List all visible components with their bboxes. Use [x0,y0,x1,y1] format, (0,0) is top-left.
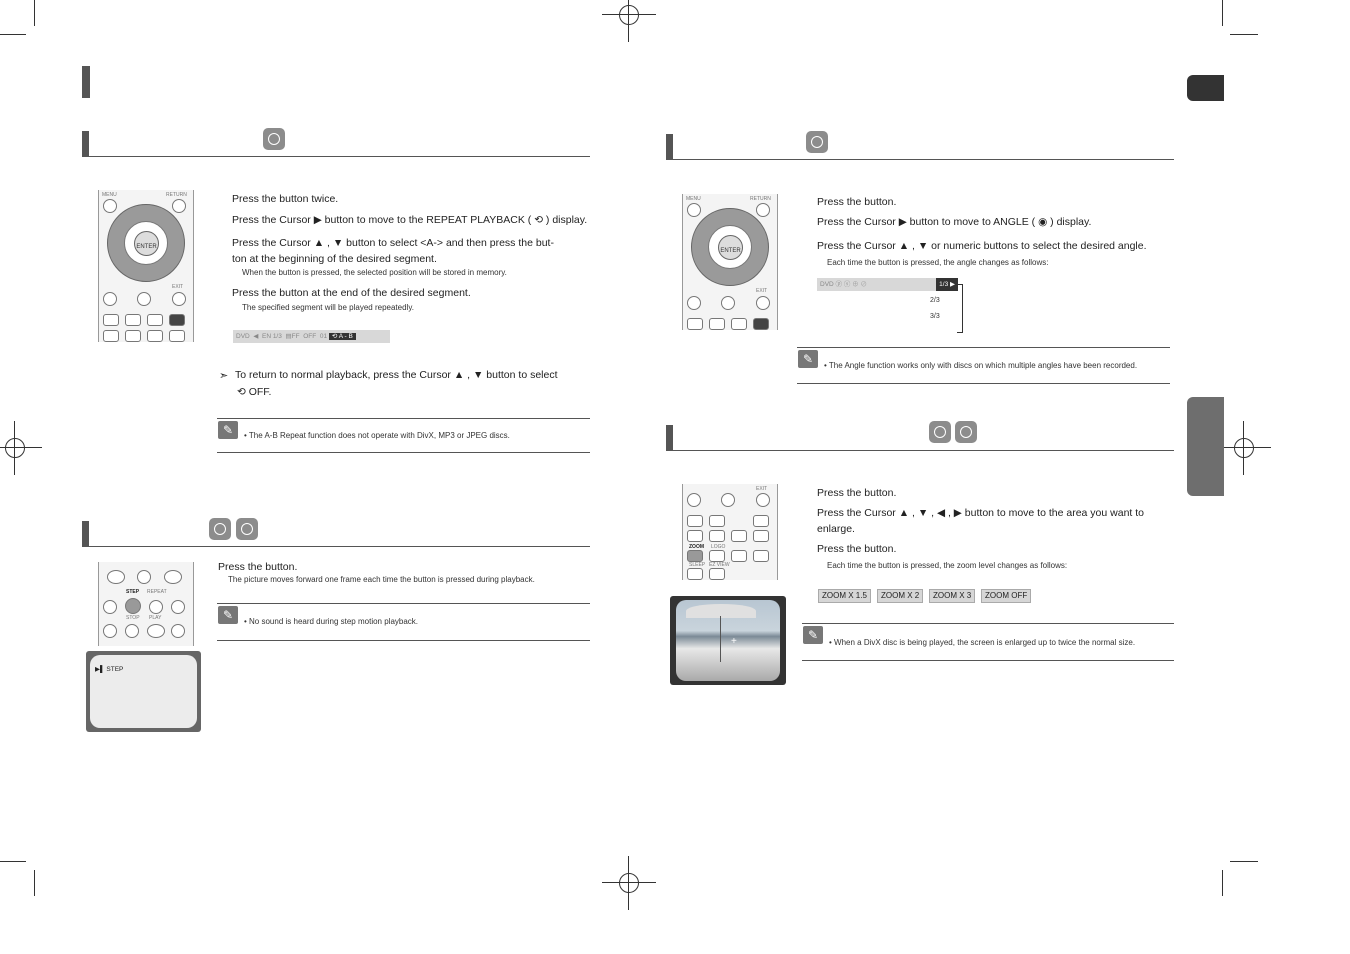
angle-option: 3/3 [930,313,940,320]
zoom-level-2: ZOOM X 2 [877,589,923,603]
section-marker [666,425,673,451]
dvd-disc-icon [806,131,828,153]
ab-step-1: Press the button twice. [232,193,339,205]
remote-button [687,318,703,330]
remote-button [147,314,163,326]
side-tab [1187,397,1224,496]
zoom-level-off: ZOOM OFF [981,589,1031,603]
note-rule [217,603,590,604]
remote-button [731,318,747,330]
crop-mark [1230,34,1258,35]
menu-button [687,203,701,217]
remote-button [687,515,703,527]
tv-screen-step [86,651,201,732]
note-rule [217,452,590,453]
remote-button [709,530,725,542]
remote-button [103,624,117,638]
divx-disc-icon [236,518,258,540]
sleep-label: SLEEP [689,562,706,568]
ab-note: • The A-B Repeat function does not operate with DivX, MP3 or JPEG discs. [244,431,510,440]
registration-mark [619,873,639,893]
exit-label: EXIT [172,284,184,290]
remote-button [125,314,141,326]
section-marker [82,521,89,547]
angle-note: • The Angle function works only with discs on which multiple angles have been recorded. [824,361,1138,370]
tip-arrow-icon: ➣ [219,370,229,382]
remain-button [107,570,125,584]
remote-button [709,550,725,562]
step-step-1-sub: The picture moves forward one frame each time the button is pressed during playback. [228,575,535,584]
step-label: STEP [126,589,140,595]
remote-button [137,292,151,306]
crop-mark [34,870,35,896]
note-pencil-icon: ✎ [218,606,238,624]
crop-mark [0,34,26,35]
remote-button [147,624,165,638]
remote-illustration [98,190,194,342]
registration-mark [1234,438,1254,458]
note-rule [217,418,590,419]
ab-tip-line-1: To return to normal playback, press the Cursor ▲ , ▼ button to select [235,369,558,381]
osd-item: 01 [319,333,328,340]
remote-button [149,600,163,614]
return-button [172,199,186,213]
note-pencil-icon: ✎ [798,350,818,368]
osd-item: DVD [236,333,250,340]
zoom-label: ZOOM [689,544,704,550]
enter-button: ENTER [718,235,743,260]
registration-mark [619,5,639,25]
step-step-1: Press the button. [218,561,298,573]
section-rule [89,546,590,547]
tv-screen-zoom [670,596,786,685]
note-rule [802,660,1174,661]
dvd-disc-icon [929,421,951,443]
note-rule [797,383,1170,384]
crop-mark [1230,861,1258,862]
zoom-step-3: Press the button. [817,543,897,555]
remote-button [169,330,185,342]
remote-button [103,314,119,326]
crop-mark [0,861,26,862]
remote-button [103,292,117,306]
remote-button [721,296,735,310]
zoom-level-1-5: ZOOM X 1.5 [818,589,871,603]
section-rule [673,159,1174,160]
crop-mark [1222,0,1223,26]
note-rule [217,640,590,641]
divx-disc-icon [955,421,977,443]
remote-button [721,493,735,507]
remote-button [731,530,747,542]
zoom-step-2: Press the Cursor ▲ , ▼ , ◀ , ▶ button to move to the area you want to [817,507,1144,519]
remote-button [756,493,770,507]
remote-button [172,292,186,306]
remote-button [125,624,139,638]
zoom-level-3: ZOOM X 3 [929,589,975,603]
repeat-osd-bar [233,330,390,343]
dvd-disc-icon [263,128,285,150]
remote-button [756,296,770,310]
remote-illustration [682,484,778,580]
remote-button [171,600,185,614]
menu-button [103,199,117,213]
osd-item: ▤FF [285,333,300,340]
remote-button [687,568,703,580]
exit-label: EXIT [756,288,768,294]
info-button [753,515,769,527]
note-rule [797,347,1170,348]
ab-step-2: Press the Cursor ▶ button to move to the REPEAT PLAYBACK ( ⟲ ) display. [232,214,588,226]
step-button [125,598,141,614]
remote-button [103,600,117,614]
remote-button [125,330,141,342]
osd-selected-repeat: ⟲ A - B [329,333,356,340]
zoom-note: • When a DivX disc is being played, the screen is enlarged up to twice the normal size. [829,638,1136,647]
crop-mark [34,0,35,26]
angle-option: 2/3 [930,297,940,304]
section-rule [89,156,590,157]
ab-tip-line-2: ⟲ OFF. [237,386,272,398]
remote-button [731,550,747,562]
angle-step-3: Press the Cursor ▲ , ▼ or numeric buttons to select the desired angle. [817,240,1147,252]
remote-button [687,296,701,310]
angle-osd-bar: DVD ⓟ ⓢ ⊕ ⊘ 1/3 ▶ [817,278,958,291]
zoom-preview-photo [676,600,780,681]
remote-button [709,515,725,527]
remote-button [687,493,701,507]
menu-label: MENU [102,192,117,198]
ez-view-label: EZ VIEW [709,562,730,568]
enter-button: ENTER [134,231,159,256]
tv-step-label: ▶▌ STEP [95,666,124,673]
remote-button [709,568,725,580]
ab-step-3-sub: When the button is pressed, the selected position will be stored in memory. [242,268,507,277]
section-marker [666,134,673,160]
ab-step-4-sub: The specified segment will be played repeatedly. [242,303,414,312]
angle-step-2: Press the Cursor ▶ button to move to ANGLE ( ◉ ) display. [817,216,1092,228]
info-button [169,314,185,326]
angle-step-1: Press the button. [817,196,897,208]
angle-step-3-sub: Each time the button is pressed, the angle changes as follows: [827,258,1049,267]
dpad [107,204,185,282]
dpad [691,208,769,286]
angle-cycle-arrow [957,284,963,333]
return-button [756,203,770,217]
remote-button [164,570,182,584]
note-rule [802,623,1174,624]
remote-illustration [98,562,194,646]
page-tab [1187,75,1224,101]
zoom-step-3-sub: Each time the button is pressed, the zoom level changes as follows: [827,561,1068,570]
return-label: RETURN [750,196,771,202]
remote-button [709,318,725,330]
osd-item: ◀ [253,333,259,340]
zoom-button [687,550,703,562]
crop-mark [1222,870,1223,896]
registration-mark [5,438,25,458]
logo-label: LOGO [711,544,726,550]
stop-label: STOP [126,615,140,621]
remote-button [147,330,163,342]
remote-button [753,550,769,562]
note-pencil-icon: ✎ [218,421,238,439]
osd-item: OFF [303,333,317,340]
menu-label: MENU [686,196,701,202]
repeat-label: REPEAT [147,589,167,595]
remote-button [171,624,185,638]
dvd-disc-icon [209,518,231,540]
ab-step-3: Press the Cursor ▲ , ▼ button to select <A-> and then press the but- [232,237,554,249]
note-pencil-icon: ✎ [803,626,823,644]
exit-label: EXIT [756,486,768,492]
zoom-crosshair-icon: + [731,636,737,647]
section-marker [82,131,89,157]
step-note: • No sound is heard during step motion playback. [244,617,419,626]
play-label: PLAY [149,615,162,621]
remote-button [103,330,119,342]
zoom-step-1: Press the button. [817,487,897,499]
section-rule [673,450,1174,451]
remote-button [753,530,769,542]
angle-current: 1/3 ▶ [936,278,958,291]
return-label: RETURN [166,192,187,198]
zoom-step-2-cont: enlarge. [817,523,855,535]
ab-step-4: Press the button at the end of the desired segment. [232,287,471,299]
remote-button [137,570,151,584]
remote-button [687,530,703,542]
info-button [753,318,769,330]
chapter-bar [82,66,90,98]
osd-item: EN 1/3 [261,333,282,340]
ab-step-3-cont: ton at the beginning of the desired segment. [232,253,437,265]
remote-illustration [682,194,778,330]
